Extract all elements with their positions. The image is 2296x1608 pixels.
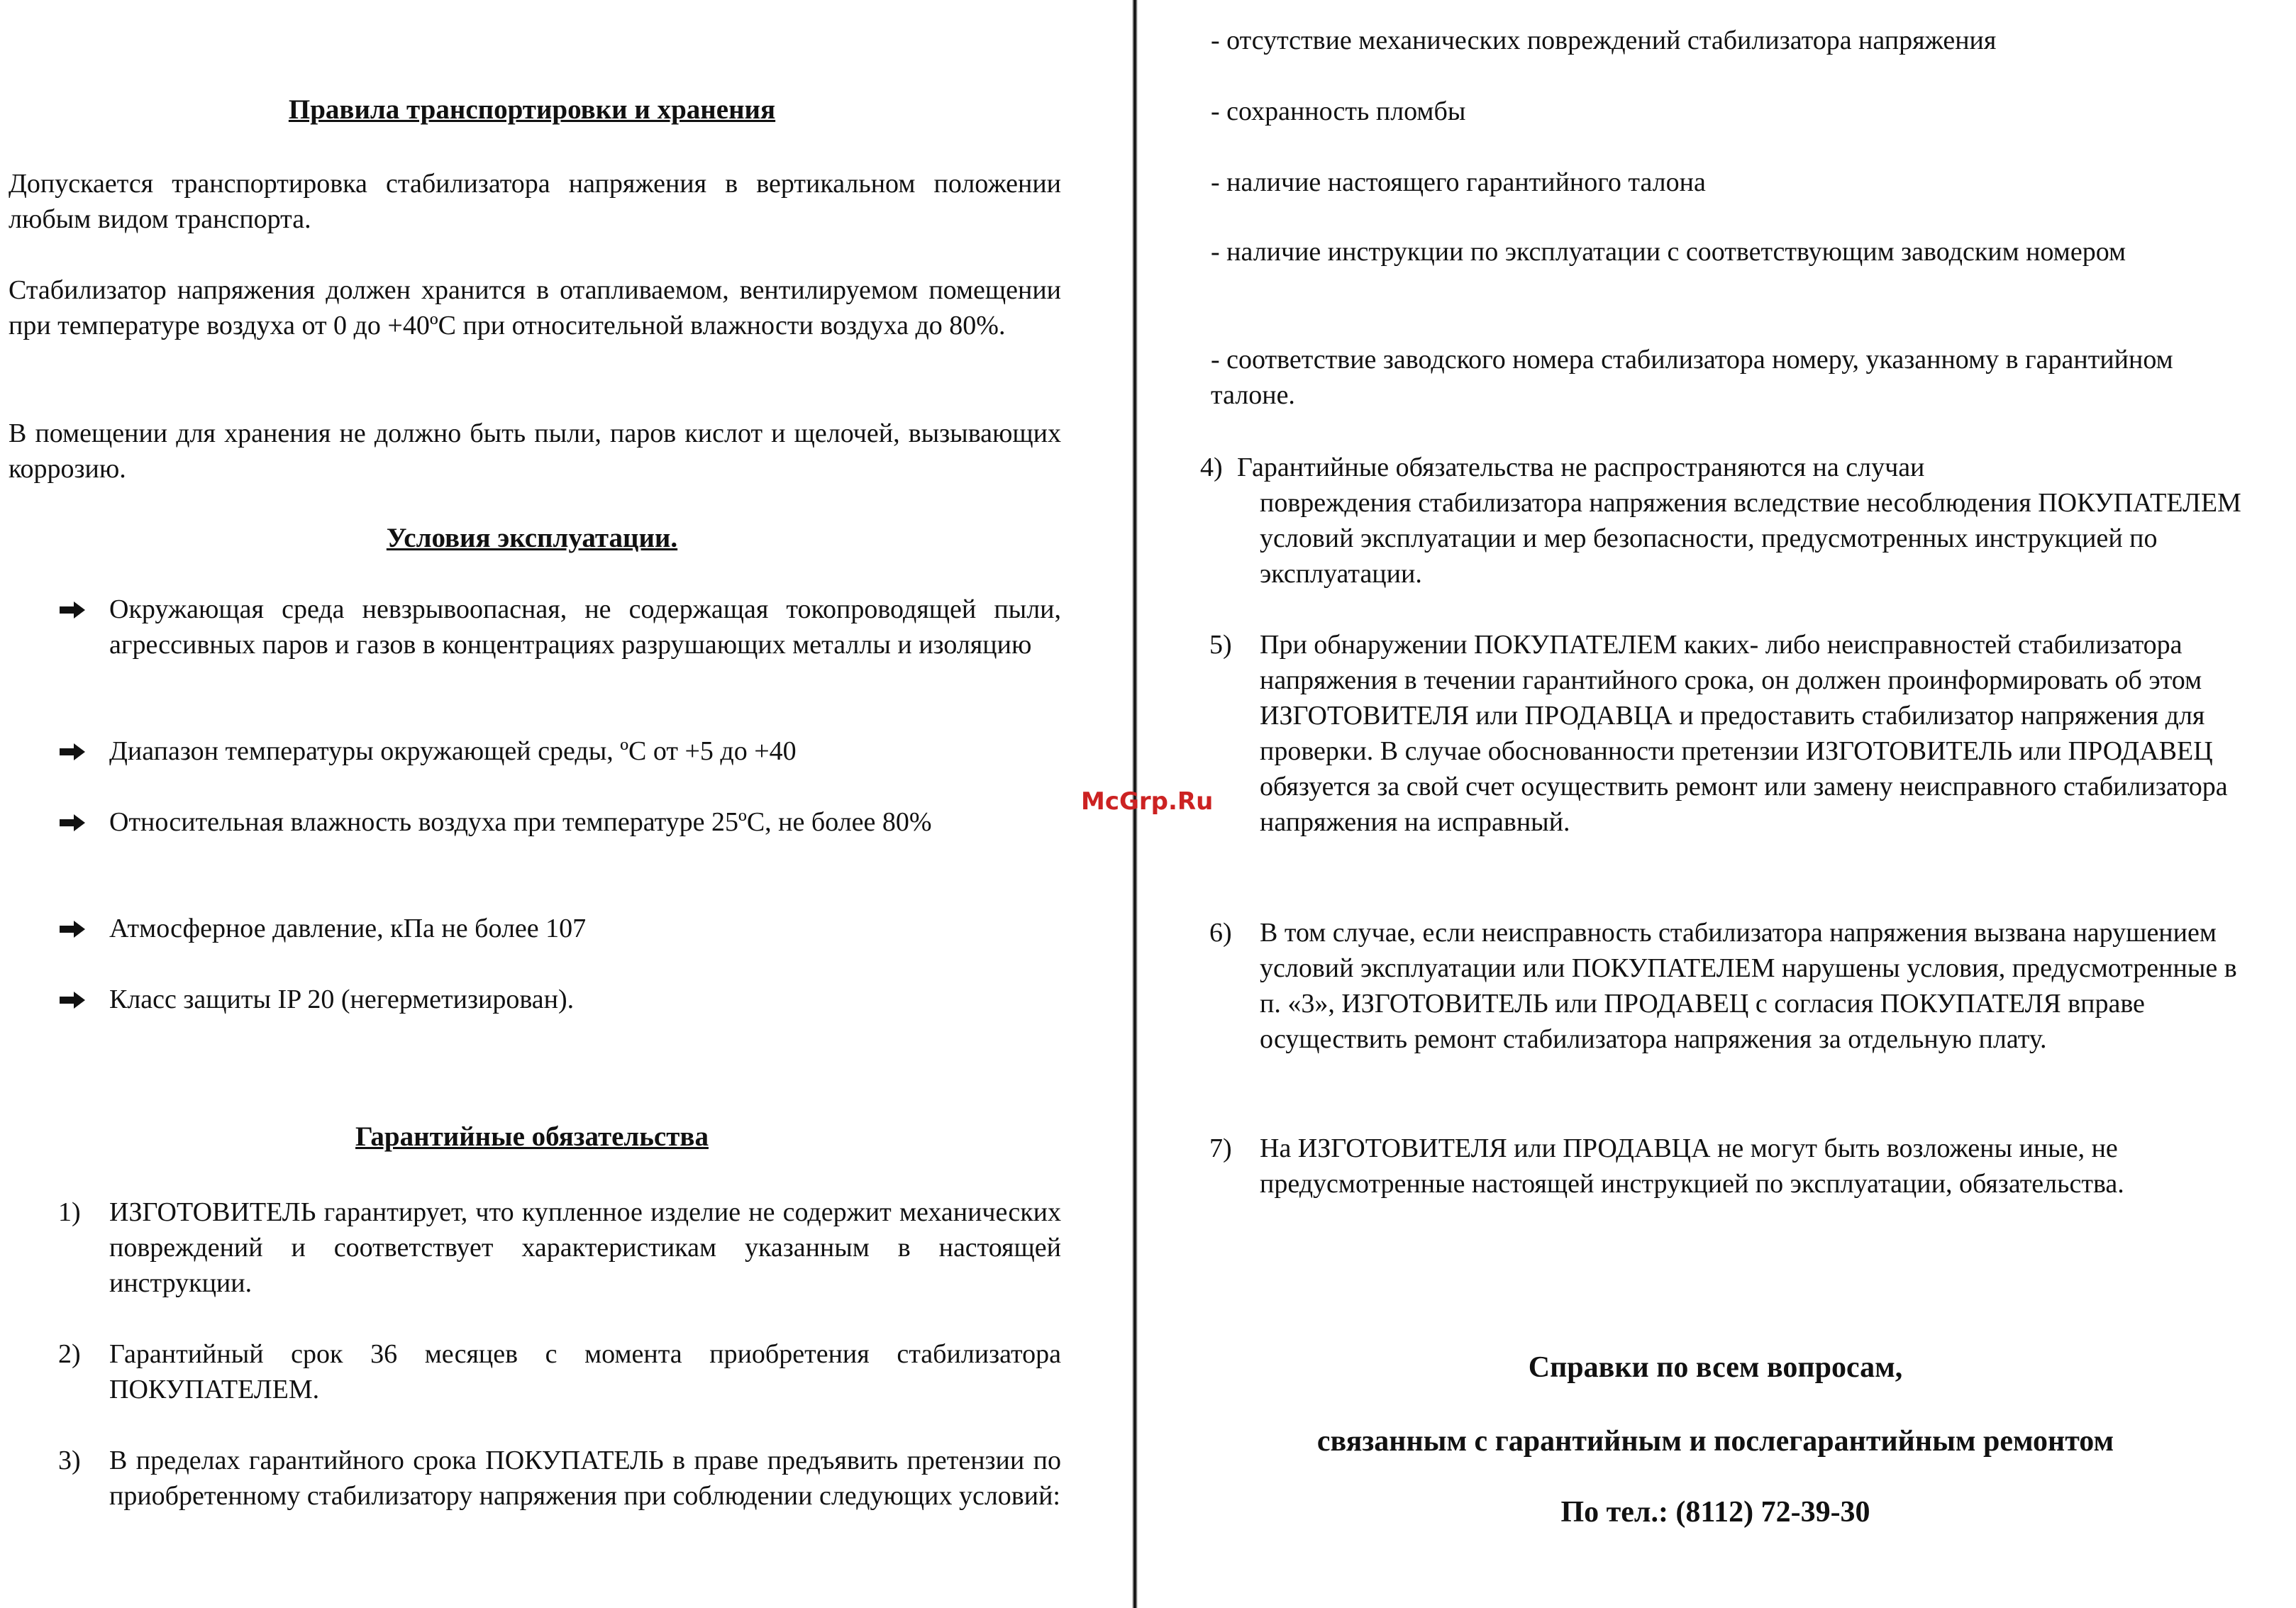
item-text: повреждения стабилизатора напряжения вследствие несоблюдения ПОКУПАТЕЛЕМ условий эксплуатации и мер безопасности, предусмотренных инструкцией по эксплуатации. [1260, 488, 2241, 589]
condition-warranty-card: - наличие настоящего гарантийного талона [1211, 167, 1706, 197]
warranty-item [58, 1443, 1061, 1549]
transport-heading: Правила транспортировки и хранения [288, 94, 776, 125]
contact-line-1: Справки по всем вопросам, [1528, 1351, 1903, 1384]
item-number: 7) [1209, 1133, 1232, 1163]
item-text: Гарантийный срок 36 месяцев с момента приобретения стабилизатора ПОКУПАТЕЛЕМ. [109, 1339, 1061, 1404]
condition-manual: - наличие инструкции по эксплуатации с соответствующим заводским номером [1211, 237, 2126, 267]
warranty-item [58, 1194, 1061, 1301]
storage-environment-paragraph: В помещении для хранения не должно быть пыли, паров кислот и щелочей, вызывающих коррозию. [9, 418, 1061, 484]
watermark: McGrp.Ru [1081, 787, 1214, 816]
condition-item [58, 911, 1061, 946]
condition-seal: - сохранность пломбы [1211, 96, 1466, 126]
condition-text: Относительная влажность воздуха при температуре 25ºС, не более 80% [109, 807, 932, 837]
item-number: 1) [58, 1197, 81, 1227]
condition-no-damage: - отсутствие механических повреждений стабилизатора напряжения [1211, 26, 1997, 55]
condition-item [58, 804, 1061, 875]
right-page [1135, 0, 2296, 1608]
item-number: 5) [1209, 630, 1232, 660]
arrow-right-icon [58, 814, 87, 832]
arrow-right-icon [58, 601, 87, 619]
arrow-right-icon [58, 991, 87, 1009]
condition-text: Диапазон температуры окружающей среды, ºС от +5 до +40 [109, 736, 797, 766]
item-text: ИЗГОТОВИТЕЛЬ гарантирует, что купленное изделие не содержит механических повреждений и соответствует характеристикам указанным в настоящей инструкции. [109, 1197, 1061, 1298]
warranty-heading: Гарантийные обязательства [355, 1121, 709, 1152]
item-number: 3) [58, 1446, 81, 1475]
condition-text: Окружающая среда невзрывоопасная, не содержащая токопроводящей пыли, агрессивных паров и газов в концентрациях разрушающих металлы и изоляцию [109, 594, 1061, 660]
condition-item [58, 733, 1061, 769]
item-number: 4) [1200, 453, 1223, 482]
transport-paragraph-1: Допускается транспортировка стабилизатора напряжения в вертикальном положении любым видом транспорта. [9, 169, 1061, 234]
storage-paragraph: Стабилизатор напряжения должен хранится в отапливаемом, вентилируемом помещении при температуре воздуха от 0 до +40ºС при относительной влажности воздуха до 80%. [9, 275, 1061, 340]
left-page [0, 0, 1135, 1608]
contact-line-2: связанным с гарантийным и послегарантийным ремонтом [1316, 1425, 2114, 1458]
item-number: 2) [58, 1339, 81, 1369]
warranty-item [1209, 627, 2259, 875]
item-number: 6) [1209, 918, 1232, 948]
warranty-item [1209, 1131, 2259, 1237]
item-text: На ИЗГОТОВИТЕЛЯ или ПРОДАВЦА не могут быть возложены иные, не предусмотренные настоящей инструкцией по эксплуатации, обязательства. [1260, 1133, 2124, 1199]
condition-item [58, 592, 1061, 698]
contact-phone: По тел.: (8112) 72-39-30 [1560, 1496, 1870, 1529]
warranty-item [58, 1336, 1061, 1407]
item-text: В пределах гарантийного срока ПОКУПАТЕЛЬ в праве предъявить претензии по приобретенному стабилизатору напряжения при соблюдении следующих условий: [109, 1446, 1061, 1511]
condition-serial-match: - соответствие заводского номера стабилизатора номеру, указанному в гарантийном талоне. [1211, 345, 2173, 410]
condition-text: Класс защиты IP 20 (негерметизирован). [109, 985, 575, 1014]
item-text: При обнаружении ПОКУПАТЕЛЕМ каких- либо неисправностей стабилизатора напряжения в течении гарантийного срока, он должен проинформировать об этом ИЗГОТОВИТЕЛЯ или ПРОДАВЦА и предоставить стабилизатор напряжения для проверки. В случае обоснованности претензии ИЗГОТОВИТЕЛЬ или ПРОДАВЕЦ обязуется за свой счет осуществить ремонт или замену неисправного стабилизатора напряжения на исправный. [1260, 630, 2228, 837]
arrow-right-icon [58, 743, 87, 761]
item-text-first-line: Гарантийные обязательства не распространяются на случаи [1237, 453, 1925, 482]
conditions-heading: Условия эксплуатации. [386, 523, 678, 553]
arrow-right-icon [58, 920, 87, 938]
warranty-item [1200, 450, 2250, 592]
item-text: В том случае, если неисправность стабилизатора напряжения вызвана нарушением условий эксплуатации или ПОКУПАТЕЛЕМ нарушены условия, предусмотренные в п. «3», ИЗГОТОВИТЕЛЬ или ПРОДАВЕЦ с согласия ПОКУПАТЕЛЯ вправе осуществить ремонт стабилизатора напряжения за отдельную плату. [1260, 918, 2237, 1054]
condition-item [58, 982, 1061, 1017]
warranty-item [1209, 915, 2259, 1092]
condition-text: Атмосферное давление, кПа не более 107 [109, 914, 587, 943]
